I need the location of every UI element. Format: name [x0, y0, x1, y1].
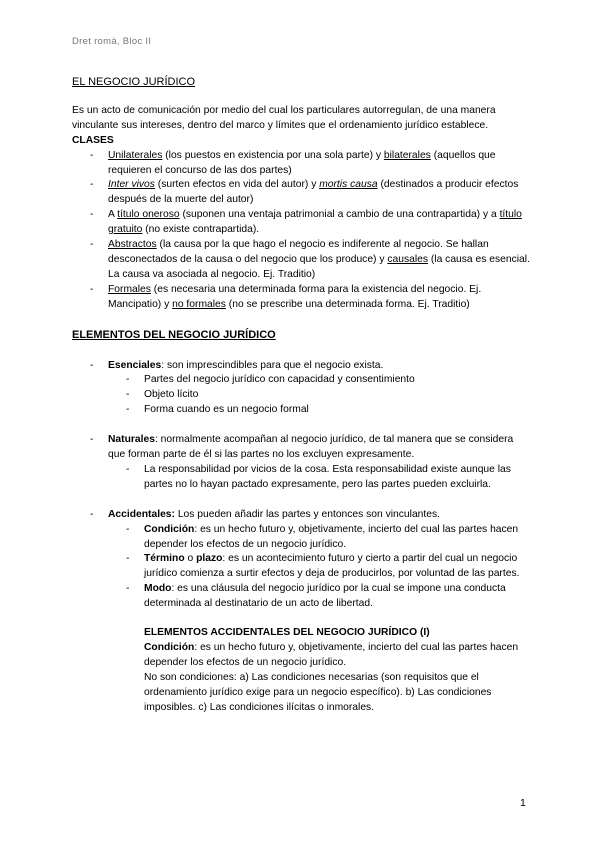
- text-span: : es una cláusula del negocio jurídico por la cual se impone una conducta determinada al destinatario de un acto de libertad.: [144, 583, 506, 610]
- text-span: Los pueden añadir las partes y entonces son vinculantes.: [174, 508, 440, 520]
- term-mortis-causa: mortis causa: [319, 179, 378, 191]
- clases-list: [72, 149, 532, 313]
- naturales-item: [72, 433, 532, 463]
- text-span: (no existe contrapartida).: [142, 224, 260, 236]
- clases-heading: CLASES: [72, 134, 114, 146]
- list-item: [72, 523, 532, 553]
- list-item: [72, 283, 532, 313]
- condicion-label: Condición: [144, 523, 195, 535]
- page-number: 1: [520, 797, 526, 809]
- text-span: : es un hecho futuro y, objetivamente, incierto del cual las partes hacen depender los efectos de un negocio jurídico.: [144, 523, 519, 550]
- term-no-formales: no formales: [172, 298, 226, 310]
- accidentales-section: [72, 626, 532, 715]
- esenciales-item: [72, 359, 532, 374]
- condicion-label: Condición: [144, 642, 195, 653]
- text-span: : es un acontecimiento futuro y cierto a partir del cual un negocio jurídico comienza a surtir efectos y deja de producirlos, por voluntad de las partes.: [144, 553, 520, 580]
- term-causales: causales: [387, 253, 428, 265]
- intro-paragraph: Es un acto de comunicación por medio del cual los particulares autorregulan, de una manera vinculante sus intereses, dentro del marco y límites que el ordenamiento jurídico establece.: [72, 104, 496, 131]
- term-bilaterales: bilaterales: [383, 149, 431, 161]
- accidentales-list: [72, 508, 532, 523]
- text-span: : normalmente acompañan al negocio jurídico, de tal manera que se considera que forman parte de él si las partes no los excluyen expresamente.: [108, 434, 514, 461]
- term-unilaterales: Unilaterales: [108, 149, 163, 161]
- term-inter-vivos: Inter vivos: [108, 179, 155, 191]
- list-item: [72, 149, 532, 179]
- term-titulo-oneroso: título oneroso: [117, 209, 180, 221]
- list-item: [72, 178, 532, 208]
- elementos-heading: ELEMENTOS DEL NEGOCIO JURÍDICO: [72, 328, 276, 341]
- term-abstractos: Abstractos: [108, 239, 157, 251]
- text-span: o: [184, 553, 197, 565]
- term-titulo-gratuito: título gratuito: [108, 209, 522, 236]
- naturales-list: [72, 433, 532, 463]
- list-item: - Objeto lícito: [72, 388, 532, 403]
- text-span: (los puestos en existencia por una sola parte) y: [162, 149, 384, 161]
- text-span: (no se prescribe una determinada forma. Ej. Traditio): [225, 298, 470, 310]
- no-condiciones-paragraph: No son condiciones: a) Las condiciones necesarias (son requisitos que el ordenamiento jurídico exige para un negocio específico). b) Las condiciones imposibles. c) Las condiciones ilícitas o inmorales.: [144, 671, 492, 713]
- page-title: EL NEGOCIO JURÍDICO: [72, 76, 196, 88]
- text-span: (aquellos que requieren el concurso de las dos partes): [108, 149, 496, 176]
- list-item: - Forma cuando es un negocio formal: [72, 403, 532, 418]
- plazo-label: plazo: [196, 553, 223, 565]
- list-item: [72, 582, 532, 612]
- accidentales-item: [72, 508, 532, 523]
- text-span: : es un hecho futuro y, objetivamente, incierto del cual las partes hacen depender los efectos de un negocio jurídico.: [144, 642, 519, 668]
- text-span: A: [108, 209, 118, 221]
- list-item: [72, 208, 532, 238]
- esenciales-label: Esenciales: [108, 359, 162, 371]
- accidentales-label: Accidentales:: [108, 508, 175, 520]
- term-formales: Formales: [108, 283, 151, 295]
- condicion-paragraph: [144, 641, 532, 671]
- list-item: - La responsabilidad por vicios de la cosa. Esta responsabilidad existe aunque las partes no lo hayan pactado expresamente, pero las partes pueden excluirla.: [72, 463, 532, 493]
- text-span: (suponen una ventaja patrimonial a cambio de una contrapartida) y a: [179, 209, 500, 221]
- elementos-list: [72, 359, 532, 374]
- esenciales-sublist: [72, 373, 532, 418]
- naturales-label: Naturales: [108, 434, 155, 446]
- document-header: Dret romà, Bloc II: [72, 36, 152, 47]
- text-span: (la causa por la que hago el negocio es indiferente al negocio. Se hallan desconectados de la causa o del negocio que los produce) y: [108, 239, 489, 265]
- accidentales-sublist: [72, 523, 532, 612]
- text-span: (surten efectos en vida del autor) y: [154, 179, 320, 191]
- naturales-sublist: [72, 463, 532, 493]
- accidentales-section-heading: ELEMENTOS ACCIDENTALES DEL NEGOCIO JURÍDICO (I): [144, 627, 430, 639]
- list-item: [72, 552, 532, 582]
- modo-label: Modo: [144, 583, 172, 595]
- document-body: [72, 66, 532, 716]
- list-item: [72, 238, 532, 283]
- text-span: (la causa es esencial. La causa va asociada al negocio. Ej. Traditio): [108, 253, 530, 280]
- list-item: - Partes del negocio jurídico con capacidad y consentimiento: [72, 373, 532, 388]
- text-span: (destinados a producir efectos después de la muerte del autor): [108, 179, 519, 206]
- text-span: (es necesaria una determinada forma para la existencia del negocio. Ej. Mancipatio) y: [108, 283, 482, 310]
- text-span: : son imprescindibles para que el negocio exista.: [161, 359, 384, 371]
- termino-label: Término: [144, 553, 185, 565]
